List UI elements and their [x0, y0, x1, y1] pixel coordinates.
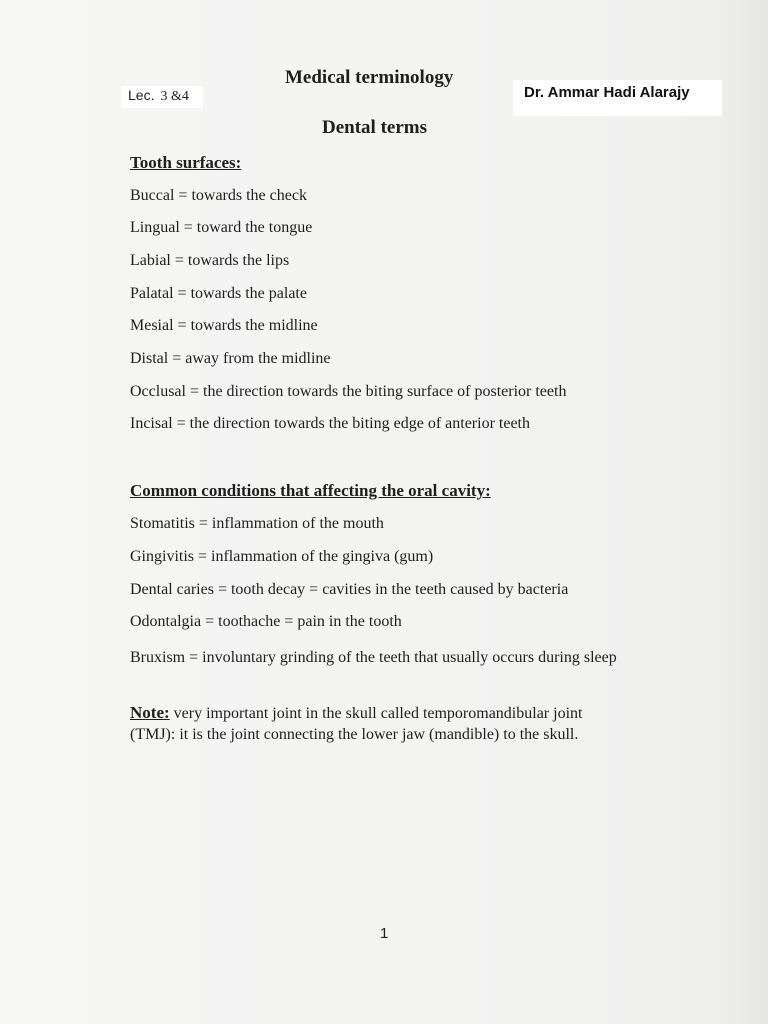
course-title: Medical terminology — [285, 67, 454, 88]
condition-bruxism: Bruxism = involuntary grinding of the teeth that usually occurs during sleep — [130, 649, 617, 666]
lecture-title: Dental terms — [322, 117, 427, 138]
lecture-prefix: Lec. — [128, 87, 155, 103]
term-distal: Distal = away from the midline — [130, 350, 331, 367]
note-label: Note: — [130, 703, 170, 722]
term-labial: Labial = towards the lips — [130, 252, 290, 269]
paper-edge-shadow — [708, 0, 768, 1024]
condition-stomatitis: Stomatitis = inflammation of the mouth — [130, 515, 384, 532]
term-palatal: Palatal = towards the palate — [130, 285, 307, 302]
term-buccal: Buccal = towards the check — [130, 187, 307, 204]
note-paragraph — [130, 702, 620, 745]
lecture-numbers: 3 &4 — [160, 89, 189, 104]
term-lingual: Lingual = toward the tongue — [130, 219, 313, 236]
lecture-label — [128, 87, 189, 105]
note-text: very important joint in the skull called temporomandibular joint (TMJ): it is the joint connecting the lower jaw (mandible) to the skull. — [130, 705, 583, 743]
tooth-surfaces-heading: Tooth surfaces: — [130, 153, 242, 172]
condition-odontalgia: Odontalgia = toothache = pain in the tooth — [130, 613, 402, 630]
author-name: Dr. Ammar Hadi Alarajy — [524, 84, 690, 101]
conditions-heading: Common conditions that affecting the oral cavity: — [130, 481, 491, 500]
page-number: 1 — [380, 925, 389, 942]
condition-gingivitis: Gingivitis = inflammation of the gingiva (gum) — [130, 548, 434, 565]
condition-dental-caries: Dental caries = tooth decay = cavities in the teeth caused by bacteria — [130, 581, 569, 598]
term-incisal: Incisal = the direction towards the biting edge of anterior teeth — [130, 415, 530, 432]
term-mesial: Mesial = towards the midline — [130, 317, 318, 334]
term-occlusal: Occlusal = the direction towards the biting surface of posterior teeth — [130, 383, 567, 400]
